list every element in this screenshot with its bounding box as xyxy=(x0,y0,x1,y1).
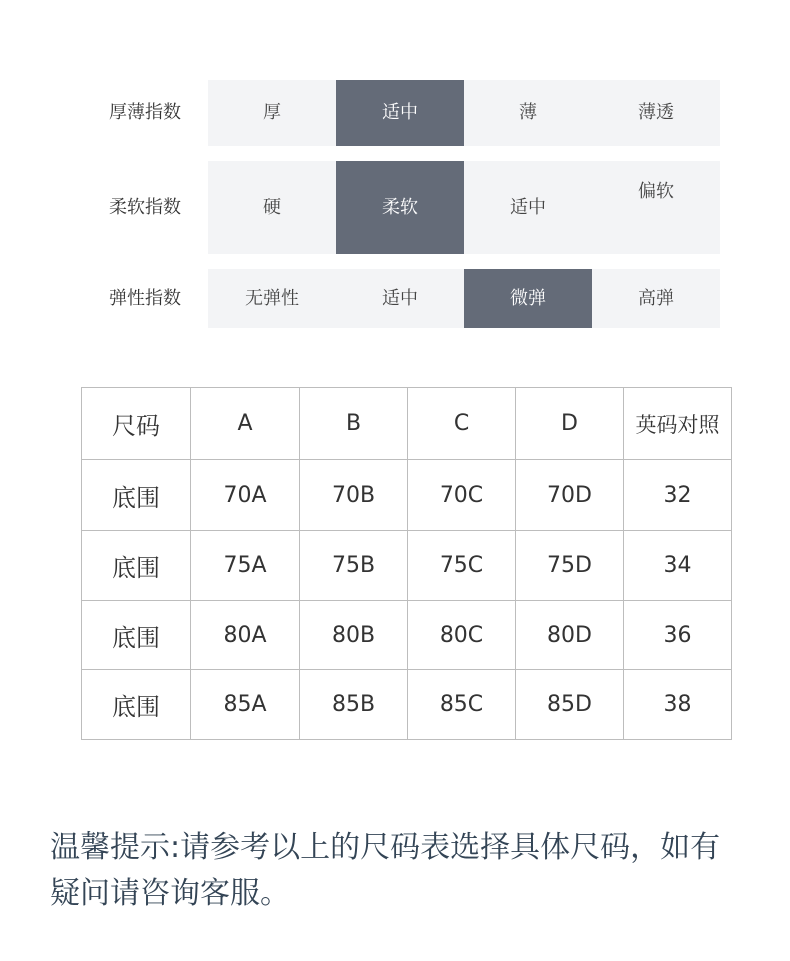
table-cell: 底围 xyxy=(82,670,191,740)
index-label: 柔软指数 xyxy=(109,197,181,218)
table-cell: 85D xyxy=(516,670,624,740)
index-option-selected: 柔软 xyxy=(336,161,464,254)
header-cell: 英码对照 xyxy=(624,388,732,460)
header-cell: A xyxy=(191,388,300,460)
index-option: 薄 xyxy=(464,80,592,146)
table-cell: 75A xyxy=(191,531,300,601)
header-cell: 尺码 xyxy=(82,388,191,460)
table-cell: 70C xyxy=(408,460,516,531)
table-cell: 80D xyxy=(516,601,624,670)
table-cell: 底围 xyxy=(82,460,191,531)
index-label: 厚薄指数 xyxy=(109,102,181,123)
table-row xyxy=(82,531,732,601)
thickness-index-row xyxy=(0,80,790,146)
table-cell: 80B xyxy=(300,601,408,670)
elasticity-index-row xyxy=(0,269,790,328)
table-row xyxy=(82,601,732,670)
index-option: 薄透 xyxy=(592,80,720,146)
index-option: 高弹 xyxy=(592,269,720,328)
table-cell: 85B xyxy=(300,670,408,740)
table-cell: 85A xyxy=(191,670,300,740)
index-option: 适中 xyxy=(336,269,464,328)
index-option: 偏软 xyxy=(592,161,720,254)
table-row xyxy=(82,670,732,740)
index-option: 硬 xyxy=(208,161,336,254)
table-cell: 底围 xyxy=(82,601,191,670)
table-cell: 70A xyxy=(191,460,300,531)
table-cell: 75D xyxy=(516,531,624,601)
table-cell: 底围 xyxy=(82,531,191,601)
header-cell: D xyxy=(516,388,624,460)
index-label: 弹性指数 xyxy=(109,288,181,309)
table-cell: 38 xyxy=(624,670,732,740)
table-cell: 70D xyxy=(516,460,624,531)
table-cell: 34 xyxy=(624,531,732,601)
table-cell: 75B xyxy=(300,531,408,601)
index-option-selected: 适中 xyxy=(336,80,464,146)
size-chart-table xyxy=(81,387,732,740)
softness-index-row xyxy=(0,161,790,254)
table-cell: 36 xyxy=(624,601,732,670)
table-cell: 70B xyxy=(300,460,408,531)
table-cell: 80A xyxy=(191,601,300,670)
table-cell: 80C xyxy=(408,601,516,670)
index-option: 无弹性 xyxy=(208,269,336,328)
index-option-selected: 微弹 xyxy=(464,269,592,328)
table-header-row xyxy=(82,388,732,460)
header-cell: B xyxy=(300,388,408,460)
header-cell: C xyxy=(408,388,516,460)
table-row xyxy=(82,460,732,531)
table-cell: 85C xyxy=(408,670,516,740)
table-cell: 32 xyxy=(624,460,732,531)
size-tip-text: 温馨提示:请参考以上的尺码表选择具体尺码，如有疑问请咨询客服。 xyxy=(50,830,721,911)
index-option: 厚 xyxy=(208,80,336,146)
index-option: 适中 xyxy=(464,161,592,254)
table-cell: 75C xyxy=(408,531,516,601)
